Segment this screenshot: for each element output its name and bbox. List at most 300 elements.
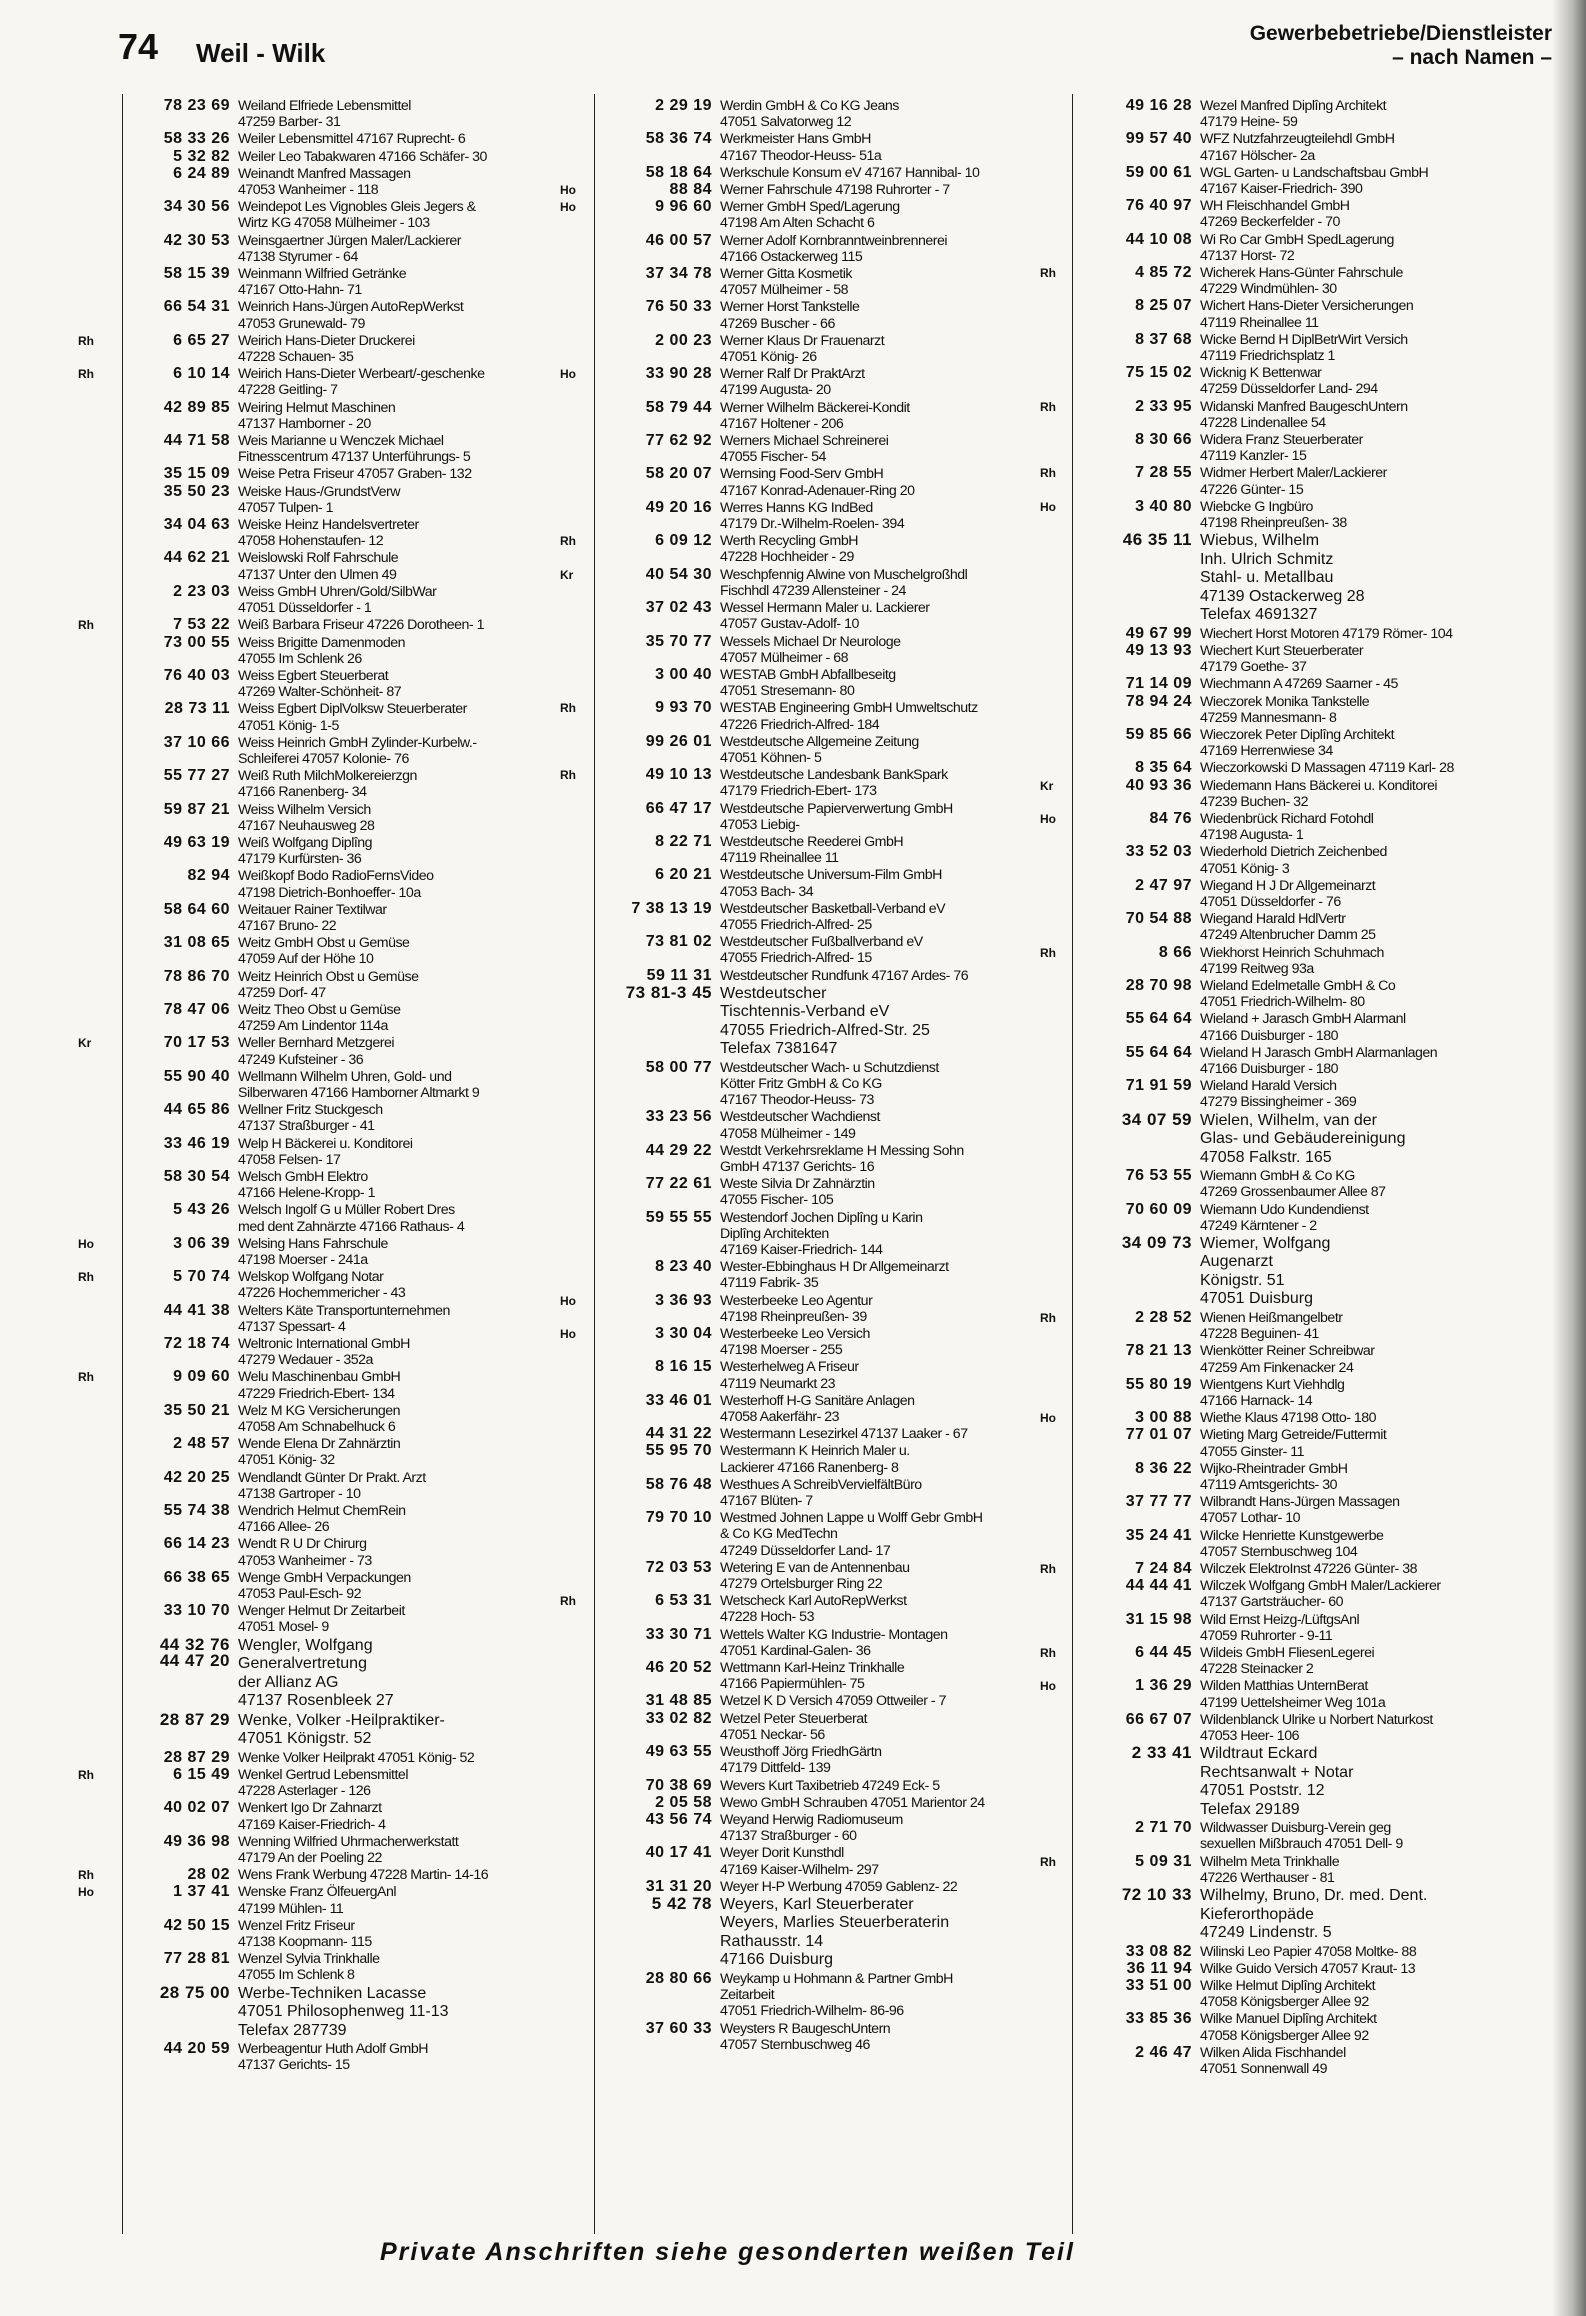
listing-entry xyxy=(560,1325,1065,1359)
listing-entry xyxy=(600,801,1065,833)
listing-entry xyxy=(1080,1377,1552,1409)
listing-text: Werres Hanns KG IndBed 47179 Dr.-Wilhelm-Roelen- 394 xyxy=(720,499,905,533)
listing-entry xyxy=(1040,776,1552,810)
listing-entry xyxy=(600,433,1065,465)
phone-number: 6 09 12 xyxy=(655,532,712,550)
listing-entry xyxy=(600,165,1065,181)
listing-entry xyxy=(78,1866,588,1884)
listing-text: Weyer Dorit Kunsthdl 47169 Kaiser-Wilhelm- 297 xyxy=(720,1845,879,1878)
listing-entry xyxy=(118,484,588,516)
listing-entry xyxy=(600,98,1065,130)
listing-entry xyxy=(1040,1644,1552,1678)
listing-entry xyxy=(600,1359,1065,1391)
listing-entry xyxy=(600,901,1065,933)
listing-text: Westdeutsche Universum-Film GmbH 47053 Bach- 34 xyxy=(720,867,942,900)
phone-number: 34 09 73 xyxy=(1121,1232,1192,1252)
phone-number: 75 15 02 xyxy=(1125,364,1192,382)
listing-text: WGL Garten- u Landschaftsbau GmbH 47167 Kaiser-Friedrich- 390 xyxy=(1200,164,1429,198)
listing-text: Weusthoff Jörg FriedhGärtn 47179 Dittfeld- 139 xyxy=(720,1744,882,1777)
phone-number: 4 85 72 xyxy=(1135,264,1192,282)
listing-text: Wieczorkowski D Massagen 47119 Karl- 28 xyxy=(1200,760,1454,777)
listing-entry xyxy=(1040,1677,1552,1711)
district-mark: Kr xyxy=(1040,778,1054,793)
listing-text: Wessels Michael Dr Neurologe 47057 Mülheimer - 68 xyxy=(720,633,901,666)
phone-number: 33 85 36 xyxy=(1125,2010,1192,2028)
listing-text: Wiebcke G Ingbüro 47198 Rheinpreußen- 38 xyxy=(1200,498,1347,532)
listing-entry xyxy=(118,149,588,165)
listing-text: Westdeutscher Fußballverband eV 47055 Friedrich-Alfred- 15 xyxy=(720,934,923,967)
listing-entry xyxy=(1080,232,1552,264)
listing-text: Weiske Heinz Handelsvertreter 47058 Hohenstaufen- 12 xyxy=(238,517,419,550)
listing-entry xyxy=(78,1268,588,1302)
phone-number: 78 94 24 xyxy=(1125,692,1192,710)
listing-entry xyxy=(118,1536,588,1568)
listing-entry xyxy=(78,1883,588,1917)
listing-text: Wiemer, Wolfgang Augenarzt Königstr. 51 47051 Duisburg xyxy=(1200,1234,1331,1308)
district-mark: Rh xyxy=(78,333,94,348)
listing-entry xyxy=(1040,264,1552,298)
district-mark: Rh xyxy=(560,701,576,716)
listing-entry xyxy=(1080,1232,1552,1309)
phone-number: 3 06 39 xyxy=(173,1234,230,1252)
listing-entry xyxy=(600,1560,1065,1592)
phone-number: 2 33 95 xyxy=(1135,397,1192,415)
listing-entry xyxy=(118,635,588,667)
phone-number: 5 70 74 xyxy=(173,1268,230,1286)
district-mark: Ho xyxy=(78,1885,94,1900)
listing-entry xyxy=(118,1202,588,1234)
listing-text: Wendt R U Dr Chirurg 47053 Wanheimer - 73 xyxy=(238,1536,372,1569)
listing-text: Westermann Lesezirkel 47137 Laaker - 67 xyxy=(720,1426,968,1443)
listing-entry xyxy=(118,902,588,934)
listing-entry xyxy=(1080,911,1552,943)
listing-entry xyxy=(118,550,588,582)
listing-text: Werner Wilhelm Bäckerei-Kondit 47167 Holtener - 206 xyxy=(720,399,910,432)
listing-entry xyxy=(118,1470,588,1502)
phone-number: 40 93 36 xyxy=(1125,776,1192,794)
district-mark: Rh xyxy=(78,1370,94,1385)
page-edge-shadow xyxy=(1552,0,1586,2316)
listing-entry xyxy=(600,1143,1065,1175)
listing-text: Werner GmbH Sped/Lagerung 47198 Am Alten Schacht 6 xyxy=(720,199,900,232)
listing-entry xyxy=(600,1971,1065,2020)
listing-entry xyxy=(118,233,588,265)
district-mark: Kr xyxy=(560,567,574,582)
listing-entry xyxy=(600,834,1065,866)
listing-text: Weitauer Rainer Textilwar 47167 Bruno- 22 xyxy=(238,901,387,934)
listing-entry xyxy=(118,400,588,432)
listing-entry xyxy=(118,299,588,331)
listing-entry xyxy=(600,1744,1065,1776)
listing-entry xyxy=(600,1210,1065,1259)
phone-number: 72 10 33 xyxy=(1121,1885,1192,1905)
district-mark: Rh xyxy=(1040,1562,1056,1577)
listing-entry xyxy=(600,1510,1065,1559)
phone-number: 43 56 74 xyxy=(645,1810,712,1828)
listing-entry xyxy=(1040,397,1552,431)
listing-text: Werner Ralf Dr PraktArzt 47199 Augusta- 20 xyxy=(720,366,865,399)
listing-text: Weyers, Karl Steuerberater Weyers, Marlies Steuerberaterin Rathausstr. 14 47166 Duisburg xyxy=(720,1895,950,1969)
phone-number: 73 81 02 xyxy=(645,933,712,951)
listing-entry xyxy=(600,1259,1065,1291)
listing-entry xyxy=(600,2021,1065,2053)
listing-text: Wenke Volker Heilprakt 47051 König- 52 xyxy=(238,1749,475,1766)
listing-entry xyxy=(1080,198,1552,230)
phone-number: 5 43 26 xyxy=(173,1201,230,1219)
phone-number: 28 70 98 xyxy=(1125,977,1192,995)
phone-number: 31 08 65 xyxy=(163,934,230,952)
phone-number: 58 20 07 xyxy=(645,465,712,483)
phone-number: 77 22 61 xyxy=(645,1175,712,1193)
listing-entry xyxy=(600,1477,1065,1509)
listing-text: Westerbeeke Leo Agentur 47198 Rheinpreußen- 39 xyxy=(720,1292,873,1325)
phone-number: 46 00 57 xyxy=(645,231,712,249)
phone-number: 8 35 64 xyxy=(1135,759,1192,777)
listing-text: Wenke, Volker -Heilpraktiker- 47051 Königstr. 52 xyxy=(238,1711,445,1748)
listing-entry xyxy=(600,1778,1065,1794)
listing-text: Westmed Johnen Lappe u Wolff Gebr GmbH & Co KG MedTechn 47249 Düsseldorfer Land- 17 xyxy=(720,1510,983,1559)
listing-entry xyxy=(560,766,1065,800)
phone-number: 3 36 93 xyxy=(655,1291,712,1309)
listing-text: Weiß Wolfgang Diplîng 47179 Kurfürsten- 36 xyxy=(238,834,373,868)
phone-number: 76 40 03 xyxy=(163,666,230,684)
phone-number: 9 96 60 xyxy=(655,198,712,216)
phone-number: 5 32 82 xyxy=(173,147,230,165)
listing-column-1 xyxy=(78,97,588,2238)
listing-text: Wenge GmbH Verpackungen 47053 Paul-Esch- 92 xyxy=(238,1569,411,1603)
listing-entry xyxy=(78,616,588,634)
phone-number: 9 93 70 xyxy=(655,699,712,717)
listing-text: Werner Gitta Kosmetik 47057 Mülheimer - 58 xyxy=(720,266,852,299)
listing-text: Wiechert Horst Motoren 47179 Römer- 104 xyxy=(1200,625,1453,642)
listing-text: Westdeutscher Wachdienst 47058 Mülheimer - 149 xyxy=(720,1109,880,1142)
phone-number: 99 57 40 xyxy=(1125,130,1192,148)
phone-number: 6 65 27 xyxy=(173,331,230,349)
phone-number: 84 76 xyxy=(1149,810,1192,828)
district-mark: Rh xyxy=(1040,266,1056,281)
listing-entry xyxy=(600,1627,1065,1659)
listing-text: Wenske Franz ÖlfeuergAnl 47199 Mühlen- 11 xyxy=(238,1884,397,1917)
category-heading xyxy=(1250,22,1552,70)
phone-number: 37 60 33 xyxy=(645,2019,712,2037)
listing-entry xyxy=(560,181,1065,199)
phone-number: 44 32 76 44 47 20 xyxy=(159,1634,230,1670)
phone-number: 37 02 43 xyxy=(645,599,712,617)
phone-number: 40 17 41 xyxy=(645,1844,712,1862)
listing-text: Weiske Haus-/GrundstVerw 47057 Tulpen- 1 xyxy=(238,483,400,516)
phone-number: 7 53 22 xyxy=(173,616,230,634)
listing-text: Wichert Hans-Dieter Versicherungen 47119 Rheinallee 11 xyxy=(1200,298,1414,331)
listing-text: Weiler Leo Tabakwaren 47166 Schäfer- 30 xyxy=(238,148,487,165)
phone-number: 77 01 07 xyxy=(1125,1426,1192,1444)
district-mark: Rh xyxy=(1040,1310,1056,1325)
listing-text: Wieland + Jarasch GmbH Alarmanl 47166 Duisburger - 180 xyxy=(1200,1011,1406,1044)
listing-text: Weschpfennig Alwine von Muschelgroßhdl Fischhdl 47239 Allensteiner - 24 xyxy=(720,566,968,599)
listing-entry xyxy=(600,1109,1065,1141)
phone-number: 55 74 38 xyxy=(163,1502,230,1520)
phone-number: 76 40 97 xyxy=(1125,197,1192,215)
phone-number: 8 25 07 xyxy=(1135,297,1192,315)
phone-number: 7 28 55 xyxy=(1135,464,1192,482)
listing-entry xyxy=(1040,497,1552,532)
phone-number: 2 05 58 xyxy=(655,1793,712,1811)
phone-number: 6 53 31 xyxy=(655,1592,712,1610)
listing-text: Weiß Barbara Friseur 47226 Dorotheen- 1 xyxy=(238,617,484,634)
phone-number: 72 03 53 xyxy=(645,1558,712,1576)
phone-number: 2 00 23 xyxy=(655,331,712,349)
listing-entry xyxy=(1080,1202,1552,1234)
listing-text: Weiler Lebensmittel 47167 Ruprecht- 6 xyxy=(238,131,466,148)
category-line-1: Gewerbebetriebe/Dienstleister xyxy=(1249,22,1552,45)
phone-number: 58 76 48 xyxy=(645,1475,712,1493)
listing-text: Wiemann Udo Kundendienst 47249 Kärntener - 2 xyxy=(1200,1201,1369,1234)
phone-number: 78 21 13 xyxy=(1125,1342,1192,1360)
listing-text: Wilden Matthias UnternBerat 47199 Uettelsheimer Weg 101a xyxy=(1200,1678,1386,1711)
phone-number: 3 00 88 xyxy=(1135,1409,1192,1427)
listing-entry xyxy=(600,1845,1065,1877)
phone-number: 35 50 21 xyxy=(163,1401,230,1419)
listing-text: Werbeagentur Huth Adolf GmbH 47137 Gerichts- 15 xyxy=(238,2041,428,2074)
phone-number: 44 41 38 xyxy=(163,1301,230,1319)
listing-entry xyxy=(118,1634,588,1711)
listing-text: Wieczorek Peter Diplîng Architekt 47169 Herrenwiese 34 xyxy=(1200,727,1395,760)
listing-entry xyxy=(1080,676,1552,692)
listing-entry xyxy=(118,935,588,967)
phone-number: 49 20 16 xyxy=(645,498,712,516)
listing-text: Wenkert Igo Dr Zahnarzt 47169 Kaiser-Friedrich- 4 xyxy=(238,1800,386,1833)
listing-text: Wilcke Henriette Kunstgewerbe 47057 Sternbuschweg 104 xyxy=(1200,1527,1384,1560)
listing-entry xyxy=(600,1893,1065,1970)
phone-number: 40 02 07 xyxy=(163,1799,230,1817)
listing-entry xyxy=(600,1060,1065,1109)
listing-entry xyxy=(1080,432,1552,464)
listing-text: Weirich Hans-Dieter Werbeart/-geschenke 47228 Geitling- 7 xyxy=(238,366,485,399)
phone-number: 44 71 58 xyxy=(163,432,230,450)
listing-entry xyxy=(118,584,588,616)
listing-text: Weltronic International GmbH 47279 Wedauer - 352a xyxy=(238,1336,410,1369)
listing-text: Westdeutsche Reederei GmbH 47119 Rheinallee 11 xyxy=(720,833,904,867)
listing-entry xyxy=(1040,464,1552,498)
listing-entry xyxy=(1080,131,1552,163)
listing-text: Westdeutsche Allgemeine Zeitung 47051 Köhnen- 5 xyxy=(720,733,919,766)
listing-entry xyxy=(1080,1528,1552,1560)
listing-text: Wildeis GmbH FliesenLegerei 47228 Steinacker 2 xyxy=(1200,1645,1375,1678)
listing-text: WFZ Nutzfahrzeugteilehdl GmbH 47167 Hölscher- 2a xyxy=(1200,131,1395,164)
listing-text: Weiss Egbert Steuerberat 47269 Walter-Schönheit- 87 xyxy=(238,667,402,701)
listing-entry xyxy=(600,500,1065,532)
listing-text: Wiebus, Wilhelm Inh. Ulrich Schmitz Stahl- u. Metallbau 47139 Ostackerweg 28 Telefax 4691327 xyxy=(1200,532,1365,624)
phone-number: 49 13 93 xyxy=(1125,641,1192,659)
phone-number: 3 40 80 xyxy=(1135,497,1192,515)
phone-number: 2 23 03 xyxy=(173,582,230,600)
listing-entry xyxy=(118,835,588,867)
district-mark: Rh xyxy=(560,1594,576,1609)
phone-number: 33 23 56 xyxy=(645,1108,712,1126)
listing-entry xyxy=(118,517,588,549)
phone-number: 66 14 23 xyxy=(163,1535,230,1553)
listing-text: WESTAB Engineering GmbH Umweltschutz 47226 Friedrich-Alfred- 184 xyxy=(720,700,978,733)
listing-entry xyxy=(1080,727,1552,759)
listing-text: Weiring Helmut Maschinen 47137 Hamborner - 20 xyxy=(238,399,396,432)
listing-entry xyxy=(118,735,588,767)
phone-number: 59 00 61 xyxy=(1125,163,1192,181)
listing-entry xyxy=(118,199,588,231)
listing-text: Wernsing Food-Serv GmbH 47167 Konrad-Adenauer-Ring 20 xyxy=(720,466,915,499)
phone-number: 6 20 21 xyxy=(655,866,712,884)
listing-text: Widanski Manfred BaugeschUntern 47228 Lindenallee 54 xyxy=(1200,398,1408,431)
district-mark: Kr xyxy=(78,1036,92,1051)
listing-text: Weinandt Manfred Massagen 47053 Wanheimer - 118 xyxy=(238,165,411,199)
listing-text: Wielen, Wilhelm, van der Glas- und Gebäudereinigung 47058 Falkstr. 165 xyxy=(1200,1111,1406,1166)
phone-number: 58 00 77 xyxy=(645,1058,712,1076)
listing-text: Westdeutsche Landesbank BankSpark 47179 Friedrich-Ebert- 173 xyxy=(720,767,948,800)
listing-text: Wende Elena Dr Zahnärztin 47051 König- 32 xyxy=(238,1436,401,1469)
listing-text: Weinsgaertner Jürgen Maler/Lackierer 47138 Styrumer - 64 xyxy=(238,232,462,265)
phone-number: 8 37 68 xyxy=(1135,330,1192,348)
listing-text: Wetzel K D Versich 47059 Ottweiler - 7 xyxy=(720,1693,946,1710)
listing-entry xyxy=(600,1812,1065,1844)
phone-number: 6 24 89 xyxy=(173,164,230,182)
phone-number: 40 54 30 xyxy=(645,565,712,583)
listing-entry xyxy=(560,532,1065,566)
category-line-2: – nach Namen – xyxy=(1392,46,1552,69)
listing-text: Wiechmann A 47269 Saarner - 45 xyxy=(1200,676,1398,693)
listing-text: Weinrich Hans-Jürgen AutoRepWerkst 47053 Grunewald- 79 xyxy=(238,299,464,332)
phone-number: 34 04 63 xyxy=(163,516,230,534)
listing-entry xyxy=(1080,1461,1552,1493)
phone-number: 55 90 40 xyxy=(163,1067,230,1085)
listing-entry xyxy=(600,1393,1065,1425)
phone-number: 77 28 81 xyxy=(163,1950,230,1968)
listing-entry xyxy=(118,868,588,900)
listing-text: Weindepot Les Vignobles Gleis Jegers & Wirtz KG 47058 Mülheimer - 103 xyxy=(238,199,476,232)
district-mark: Rh xyxy=(1040,945,1056,960)
listing-entry xyxy=(118,1918,588,1950)
listing-text: Wens Frank Werbung 47228 Martin- 14-16 xyxy=(238,1867,489,1884)
phone-number: 70 17 53 xyxy=(163,1034,230,1052)
listing-text: Wildtraut Eckard Rechtsanwalt + Notar 47051 Poststr. 12 Telefax 29189 xyxy=(1200,1745,1354,1818)
listing-text: Weiland Elfriede Lebensmittel 47259 Barber- 31 xyxy=(238,98,411,131)
phone-number: 44 20 59 xyxy=(163,2040,230,2058)
district-mark: Ho xyxy=(1040,812,1056,827)
listing-text: Weiss Heinrich GmbH Zylinder-Kurbelw.- Schleiferei 47057 Kolonie- 76 xyxy=(238,734,477,767)
listing-text: Wenkel Gertrud Lebensmittel 47228 Asterlager - 126 xyxy=(238,1766,408,1800)
listing-entry xyxy=(600,634,1065,666)
district-mark: Rh xyxy=(78,1767,94,1782)
listing-text: Welz M KG Versicherungen 47058 Am Schnabelhuck 6 xyxy=(238,1402,401,1436)
listing-entry xyxy=(118,1709,588,1749)
phone-number: 78 86 70 xyxy=(163,967,230,985)
district-mark: Rh xyxy=(78,367,94,382)
listing-entry xyxy=(600,1443,1065,1475)
listing-entry xyxy=(1080,1427,1552,1459)
listing-entry xyxy=(1080,1712,1552,1744)
district-mark: Ho xyxy=(560,183,576,198)
listing-entry xyxy=(118,1436,588,1468)
phone-number: 88 84 xyxy=(669,181,712,199)
listing-text: Wilczek ElektroInst 47226 Günter- 38 xyxy=(1200,1561,1417,1578)
listing-entry xyxy=(600,982,1065,1059)
listing-entry xyxy=(78,1034,588,1068)
listing-text: Wenger Helmut Dr Zeitarbeit 47051 Mosel- 9 xyxy=(238,1603,405,1636)
listing-entry xyxy=(118,1102,588,1134)
listing-text: Werner Adolf Kornbranntweinbrennerei 47166 Ostackerweg 115 xyxy=(720,232,948,265)
listing-text: Weiss Wilhelm Versich 47167 Neuhausweg 28 xyxy=(238,801,375,834)
listing-text: Weiß Ruth MilchMolkereierzgn 47166 Ranenberg- 34 xyxy=(238,768,417,801)
phone-number: 31 15 98 xyxy=(1125,1610,1192,1628)
phone-number: 42 20 25 xyxy=(163,1468,230,1486)
phone-number: 55 77 27 xyxy=(163,767,230,785)
listing-text: Weislowski Rolf Fahrschule 47137 Unter den Ulmen 49 xyxy=(238,550,399,583)
listing-text: Wilhelmy, Bruno, Dr. med. Dent. Kieferorthopäde 47249 Lindenstr. 5 xyxy=(1200,1887,1428,1942)
phone-number: 5 09 31 xyxy=(1135,1852,1192,1870)
listing-text: Wendrich Helmut ChemRein 47166 Allee- 26 xyxy=(238,1503,406,1536)
phone-number: 44 10 08 xyxy=(1125,230,1192,248)
listing-entry xyxy=(600,233,1065,265)
phone-number: 46 20 52 xyxy=(645,1659,712,1677)
listing-text: Weste Silvia Dr Zahnärztin 47055 Fischer- 105 xyxy=(720,1176,875,1209)
phone-number: 42 89 85 xyxy=(163,398,230,416)
phone-number: 33 51 00 xyxy=(1125,1976,1192,1994)
listing-text: Widera Franz Steuerberater 47119 Kanzler- 15 xyxy=(1200,432,1363,465)
phone-number: 2 48 57 xyxy=(173,1435,230,1453)
listing-entry xyxy=(1080,298,1552,330)
listing-entry xyxy=(1080,1612,1552,1644)
listing-text: Wieland H Jarasch GmbH Alarmanlagen 47166 Duisburger - 180 xyxy=(1200,1044,1438,1078)
listing-text: Westerbeeke Leo Versich 47198 Moerser - 255 xyxy=(720,1326,870,1359)
listing-text: Westdeutsche Papierverwertung GmbH 47053 Liebig- xyxy=(720,800,953,833)
phone-number: 78 23 69 xyxy=(163,97,230,114)
phone-number: 55 95 70 xyxy=(645,1442,712,1460)
listing-entry xyxy=(1040,1852,1552,1886)
listing-text: Wiegand H J Dr Allgemeinarzt 47051 Düsseldorfer - 76 xyxy=(1200,877,1376,911)
listing-entry xyxy=(560,1592,1065,1626)
district-mark: Rh xyxy=(1040,466,1056,481)
phone-number: 28 02 xyxy=(187,1866,230,1884)
phone-number: 49 63 55 xyxy=(645,1743,712,1761)
listing-text: Wetzel Peter Steuerberat 47051 Neckar- 56 xyxy=(720,1710,868,1743)
listing-text: Wellmann Wilhelm Uhren, Gold- und Silberwaren 47166 Hamborner Altmarkt 9 xyxy=(238,1068,480,1101)
listing-text: Weise Petra Friseur 47057 Graben- 132 xyxy=(238,466,472,483)
listing-entry xyxy=(600,1795,1065,1811)
listing-entry xyxy=(118,1303,588,1335)
listing-entry xyxy=(1080,1944,1552,1960)
phone-number: 59 11 31 xyxy=(646,966,712,984)
listing-text: Weißkopf Bodo RadioFernsVideo 47198 Dietrich-Bonhoeffer- 10a xyxy=(238,868,434,901)
listing-entry xyxy=(118,98,588,130)
footer-note: Private Anschriften siehe gesonderten weißen Teil xyxy=(380,2238,1075,2266)
phone-number: 59 87 21 xyxy=(163,800,230,818)
listing-text: Westendorf Jochen Diplîng u Karin Diplîng Architekten 47169 Kaiser-Friedrich- 144 xyxy=(720,1209,923,1258)
phone-number: 76 53 55 xyxy=(1125,1167,1192,1185)
listing-entry xyxy=(118,1603,588,1635)
listing-text: Wellner Fritz Stuckgesch 47137 Straßburger - 41 xyxy=(238,1102,383,1135)
phone-number: 55 64 64 xyxy=(1125,1043,1192,1061)
listing-entry xyxy=(1080,1978,1552,2010)
listing-entry xyxy=(1080,1494,1552,1526)
listing-entry xyxy=(1080,1343,1552,1375)
listing-entry xyxy=(600,600,1065,632)
listing-text: Wengler, Wolfgang Generalvertretung der Allianz AG 47137 Rosenbleek 27 xyxy=(238,1636,394,1710)
listing-entry xyxy=(1080,1887,1552,1943)
phone-number: 8 30 66 xyxy=(1135,431,1192,449)
listing-text: Werkschule Konsum eV 47167 Hannibal- 10 xyxy=(720,164,980,181)
listing-entry xyxy=(1080,626,1552,642)
listing-text: Weller Bernhard Metzgerei 47249 Kufsteiner - 36 xyxy=(238,1035,394,1068)
listing-text: Wilke Guido Versich 47057 Kraut- 13 xyxy=(1200,1960,1416,1977)
listing-entry xyxy=(118,131,588,147)
column-rule xyxy=(1072,94,1073,2234)
